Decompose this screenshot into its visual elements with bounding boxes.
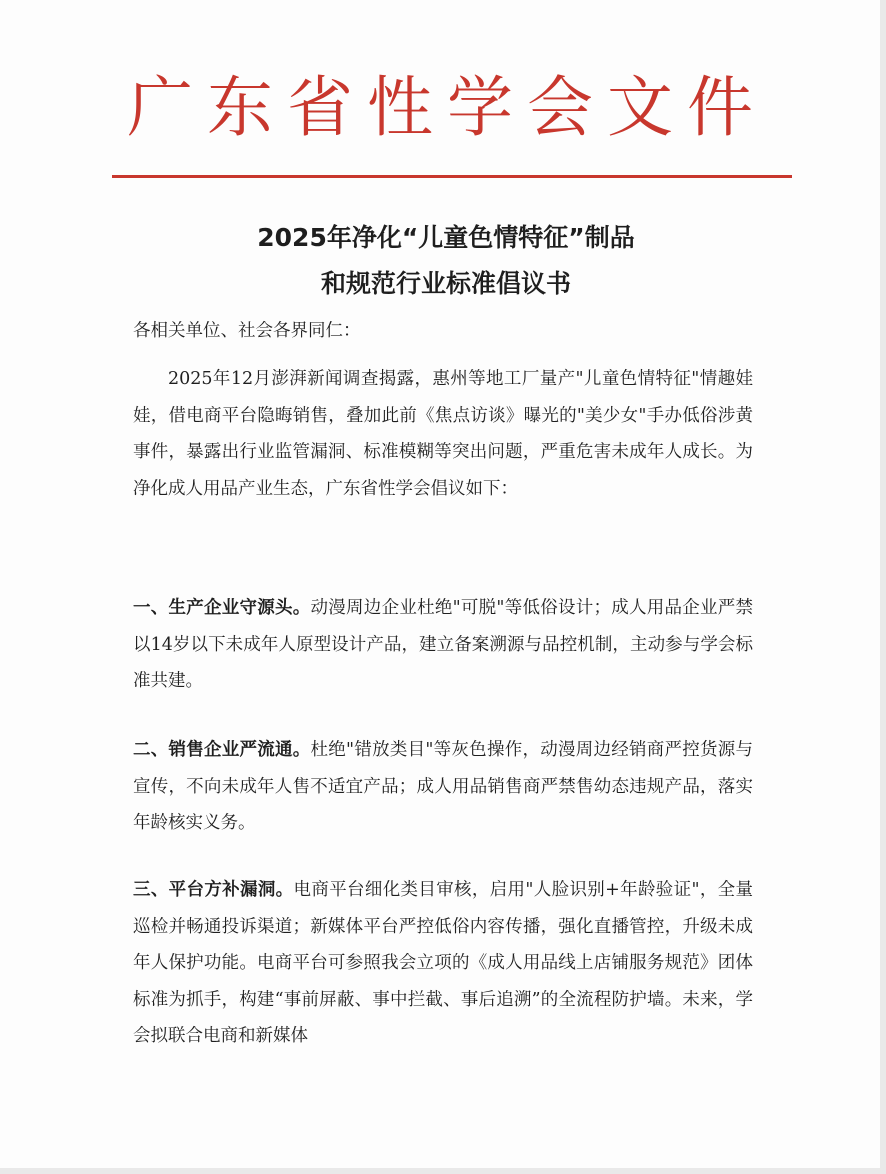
proposal-item-2-text: 杜绝"错放类目"等灰色操作，动漫周边经销商严控货源与宣传，不向未成年人售不适宜产品；成人用品销售商严禁售幼态违规产品，落实年龄核实义务。 [133, 740, 753, 833]
letterhead-divider [112, 175, 792, 178]
letterhead-title: 广东省性学会文件 [127, 69, 767, 146]
scan-edge-bottom [0, 1168, 886, 1174]
proposal-item-3-heading: 三、平台方补漏洞。 [133, 880, 294, 900]
proposal-item-1 [133, 590, 753, 700]
proposal-item-1-text: 动漫周边企业杜绝"可脱"等低俗设计；成人用品企业严禁以14岁以下未成年人原型设计产品，建立备案溯源与品控机制，主动参与学会标准共建。 [133, 598, 753, 691]
document-title-line-2: 和规范行业标准倡议书 [320, 269, 571, 298]
salutation: 各相关单位、社会各界同仁： [133, 321, 361, 341]
proposal-item-2 [133, 732, 753, 842]
proposal-item-3-text: 电商平台细化类目审核，启用"人脸识别+年龄验证"，全量巡检并畅通投诉渠道；新媒体平台严控低俗内容传播，强化直播管控，升级未成年人保护功能。电商平台可参照我会立项的《成人用品线上店铺服务规范》团体标准为抓手，构建“事前屏蔽、事中拦截、事后追溯”的全流程防护墙。未来，学会拟联合电商和新媒体 [133, 880, 754, 1046]
scan-edge-right [880, 0, 886, 1174]
intro-paragraph: 2025年12月澎湃新闻调查揭露，惠州等地工厂量产"儿童色情特征"情趣娃娃，借电商平台隐晦销售，叠加此前《焦点访谈》曝光的"美少女"手办低俗涉黄事件，暴露出行业监管漏洞、标准模糊等突出问题，严重危害未成年人成长。为净化成人用品产业生态，广东省性学会倡议如下： [133, 369, 753, 499]
document-title-line-1: 2025年净化“儿童色情特征”制品 [257, 223, 635, 252]
proposal-item-2-heading: 二、销售企业严流通。 [133, 740, 311, 760]
proposal-item-3 [133, 872, 753, 1055]
proposal-item-1-heading: 一、生产企业守源头。 [133, 598, 311, 618]
